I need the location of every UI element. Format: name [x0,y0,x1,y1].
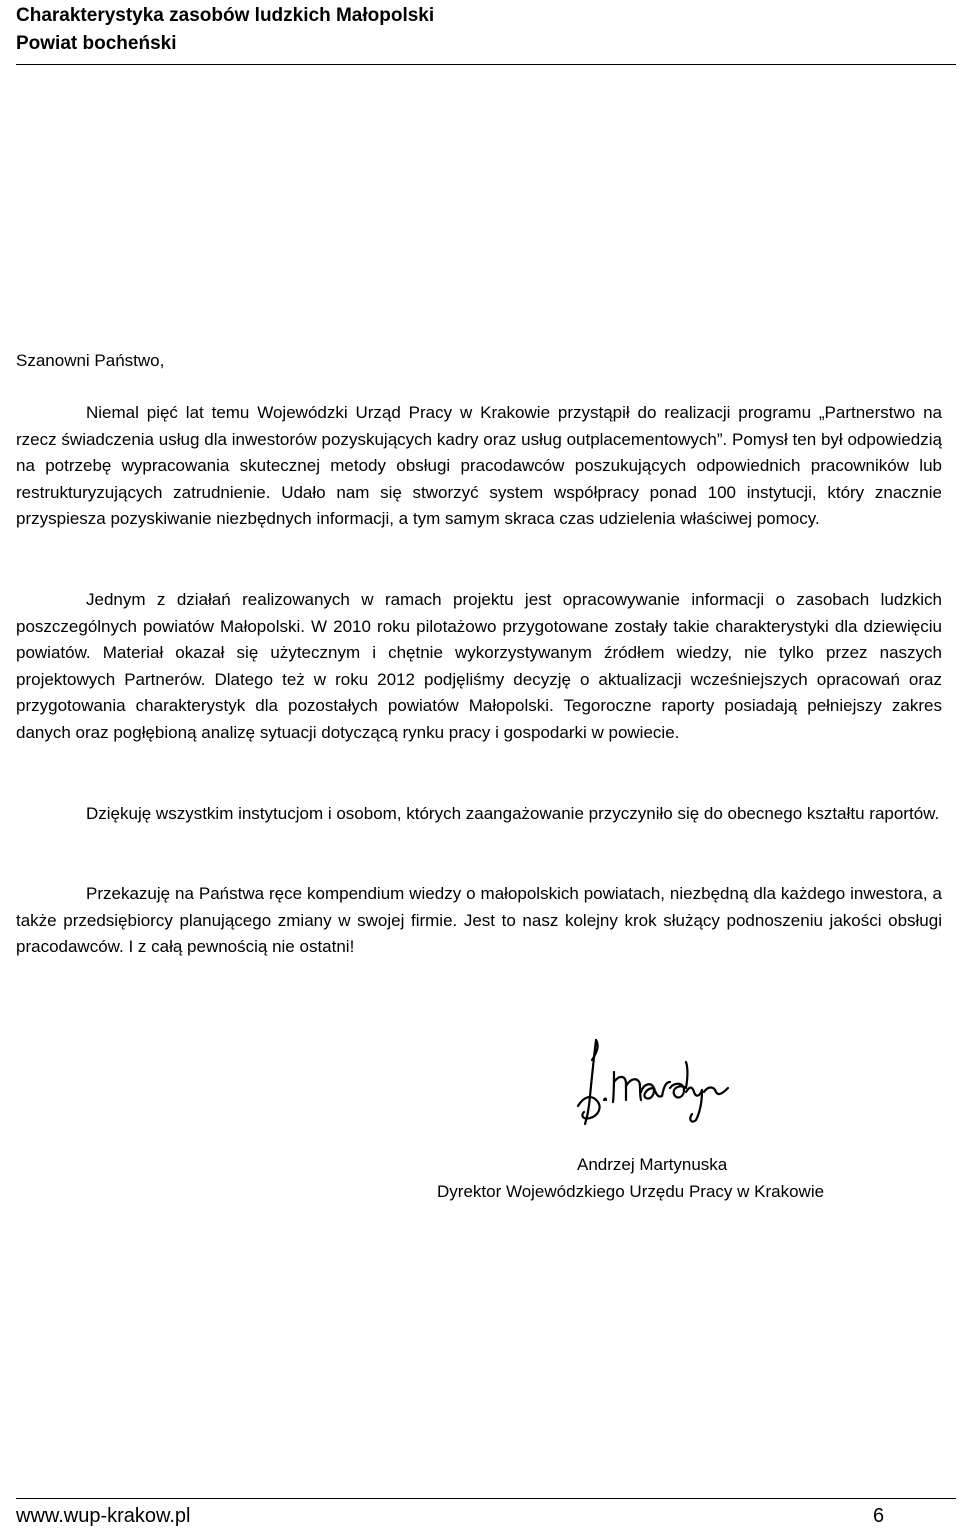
letter-paragraph-2: Jednym z działań realizowanych w ramach projektu jest opracowywanie informacji o zasobach ludzkich poszczególnych powiatów Małopolski. W 2010 roku pilotażowo przygotowane zostały takie charakterystyki dla dziewięciu powiatów. Materiał okazał się użytecznym i chętnie wykorzystywanym źródłem wiedzy, nie tylko przez naszych projektowych Partnerów. Dlatego też w roku 2012 podjęliśmy decyzję o aktualizacji wcześniejszych opracowań oraz przygotowania charakterystyk dla pozostałych powiatów Małopolski. Tegoroczne raporty posiadają pełniejszy zakres danych oraz pogłębioną analizę sytuacji dotyczącą rynku pracy i gospodarki w powiecie. [16,590,942,742]
document-subtitle: Powiat bocheński [16,33,177,54]
page-number: 6 [873,1505,885,1527]
handwritten-signature [570,1036,740,1128]
letter-paragraph-4: Przekazuję na Państwa ręce kompendium wiedzy o małopolskich powiatach, niezbędną dla każdego inwestora, a także przedsiębiorcy planującego zmiany w swojej firmie. Jest to nasz kolejny krok służący podnoszeniu jakości obsługi pracodawców. I z całą pewnością nie ostatni! [16,884,942,956]
page-header [16,2,956,65]
footer-website-link[interactable]: www.wup-krakow.pl [16,1505,191,1527]
page-footer [16,1498,956,1532]
document-title: Charakterystyka zasobów ludzkich Małopolski [16,5,435,26]
letter-paragraph-3: Dziękuję wszystkim instytucjom i osobom, których zaangażowanie przyczyniło się do obecnego kształtu raportów. [86,804,940,823]
signer-title: Dyrektor Wojewódzkiego Urzędu Pracy w Krakowie [437,1182,825,1201]
letter-paragraph-1: Niemal pięć lat temu Wojewódzki Urząd Pracy w Krakowie przystąpił do realizacji programu „Partnerstwo na rzecz świadczenia usług dla inwestorów pozyskujących kadry oraz usług outplacementowych”. Pomysł ten był odpowiedzią na potrzebę wypracowania skutecznej metody obsługi pracodawców poszukujących odpowiednich pracowników lub restrukturyzujących zatrudnienie. Udało nam się stworzyć system współpracy ponad 100 instytucji, który znacznie przyspiesza pozyskiwanie niezbędnych informacji, a tym samym skraca czas udzielenia właściwej pomocy. [16,403,942,528]
signer-name: Andrzej Martynuska [577,1155,728,1174]
letter-salutation: Szanowni Państwo, [16,351,165,370]
